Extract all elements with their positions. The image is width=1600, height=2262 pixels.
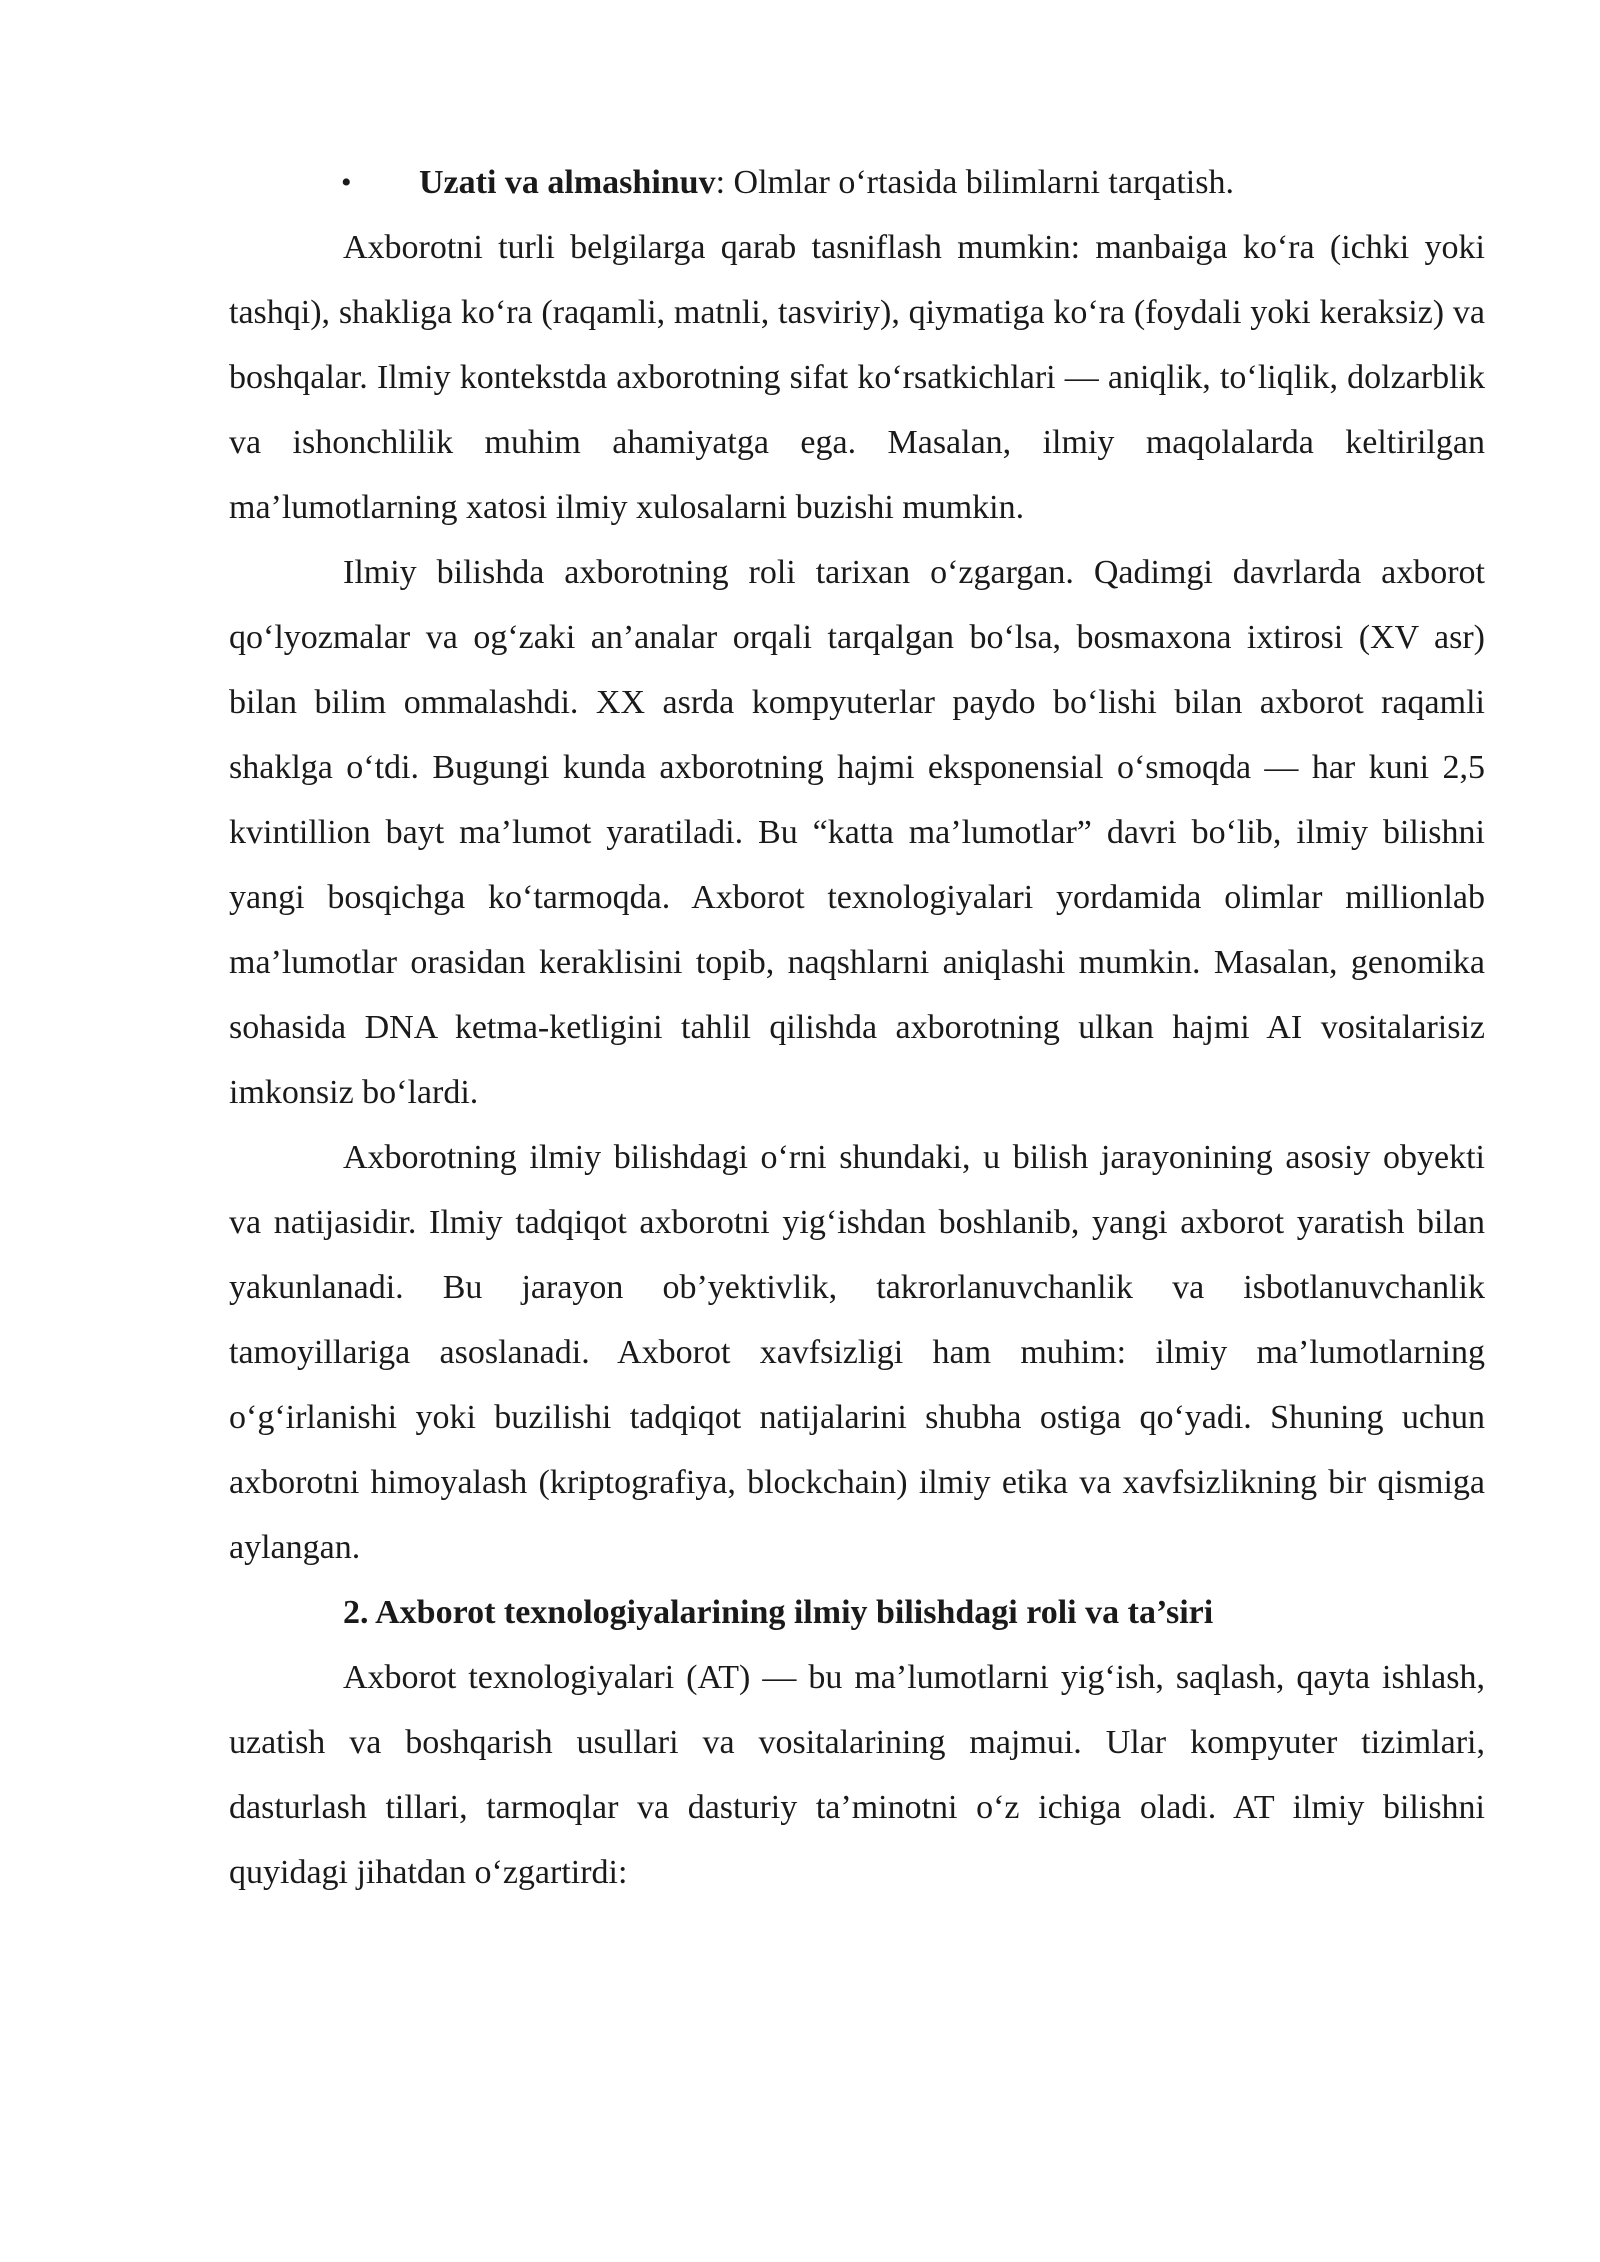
paragraph-it-definition: Axborot texnologiyalari (AT) — bu ma’lumotlarni yig‘ish, saqlash, qayta ishlash, uzatish va boshqarish usullari va vositalarining majmui. Ular kompyuter tizimlari, dasturlash tillari, tarmoqlar va dasturiy ta’minotni o‘z ichiga oladi. AT ilmiy bilishni quyidagi jihatdan o‘zgartirdi: xyxy=(229,1659,1485,1891)
paragraph-classification: Axborotni turli belgilarga qarab tasniflash mumkin: manbaiga ko‘ra (ichki yoki tashqi), shakliga ko‘ra (raqamli, matnli, tasviriy), qiymatiga ko‘ra (foydali yoki keraksiz) va boshqalar. Ilmiy kontekstda axborotning sifat ko‘rsatkichlari — aniqlik, to‘liqlik, dolzarblik va ishonchlilik muhim ahamiyatga ega. Masalan, ilmiy maqolalarda keltirilgan ma’lumotlarning xatosi ilmiy xulosalarni buzishi mumkin. xyxy=(229,229,1485,526)
bullet-text: : Olmlar o‘rtasida bilimlarni tarqatish. xyxy=(715,164,1234,201)
paragraph-history: Ilmiy bilishda axborotning roli tarixan o‘zgargan. Qadimgi davrlarda axborot qo‘lyozmalar va og‘zaki an’analar orqali tarqalgan bo‘lsa, bosmaxona ixtirosi (XV asr) bilan bilim ommalashdi. XX asrda kompyuterlar paydo bo‘lishi bilan axborot raqamli shaklga o‘tdi. Bugungi kunda axborotning hajmi eksponensial o‘smoqda — har kuni 2,5 kvintillion bayt ma’lumot yaratiladi. Bu “katta ma’lumotlar” davri bo‘lib, ilmiy bilishni yangi bosqichga ko‘tarmoqda. Axborot texnologiyalari yordamida olimlar millionlab ma’lumotlar orasidan keraklisini topib, naqshlarni aniqlashi mumkin. Masalan, genomika sohasida DNA ketma-ketligini tahlil qilishda axborotning ulkan hajmi AI vositalarisiz imkonsiz bo‘lardi. xyxy=(229,554,1485,1111)
section-heading: 2. Axborot texnologiyalarining ilmiy bilishdagi roli va ta’siri xyxy=(343,1594,1214,1631)
bullet-icon: • xyxy=(341,166,352,199)
document-page xyxy=(229,150,1485,1905)
paragraph-role: Axborotning ilmiy bilishdagi o‘rni shundaki, u bilish jarayonining asosiy obyekti va natijasidir. Ilmiy tadqiqot axborotni yig‘ishdan boshlanib, yangi axborot yaratish bilan yakunlanadi. Bu jarayon ob’yektivlik, takrorlanuvchanlik va isbotlanuvchanlik tamoyillariga asoslanadi. Axborot xavfsizligi ham muhim: ilmiy ma’lumotlarning o‘g‘irlanishi yoki buzilishi tadqiqot natijalarini shubha ostiga qo‘yadi. Shuning uchun axborotni himoyalash (kriptografiya, blockchain) ilmiy etika va xavfsizlikning bir qismiga aylangan. xyxy=(229,1139,1485,1566)
bullet-term: Uzati va almashinuv xyxy=(419,164,716,201)
bullet-item xyxy=(229,150,1485,215)
